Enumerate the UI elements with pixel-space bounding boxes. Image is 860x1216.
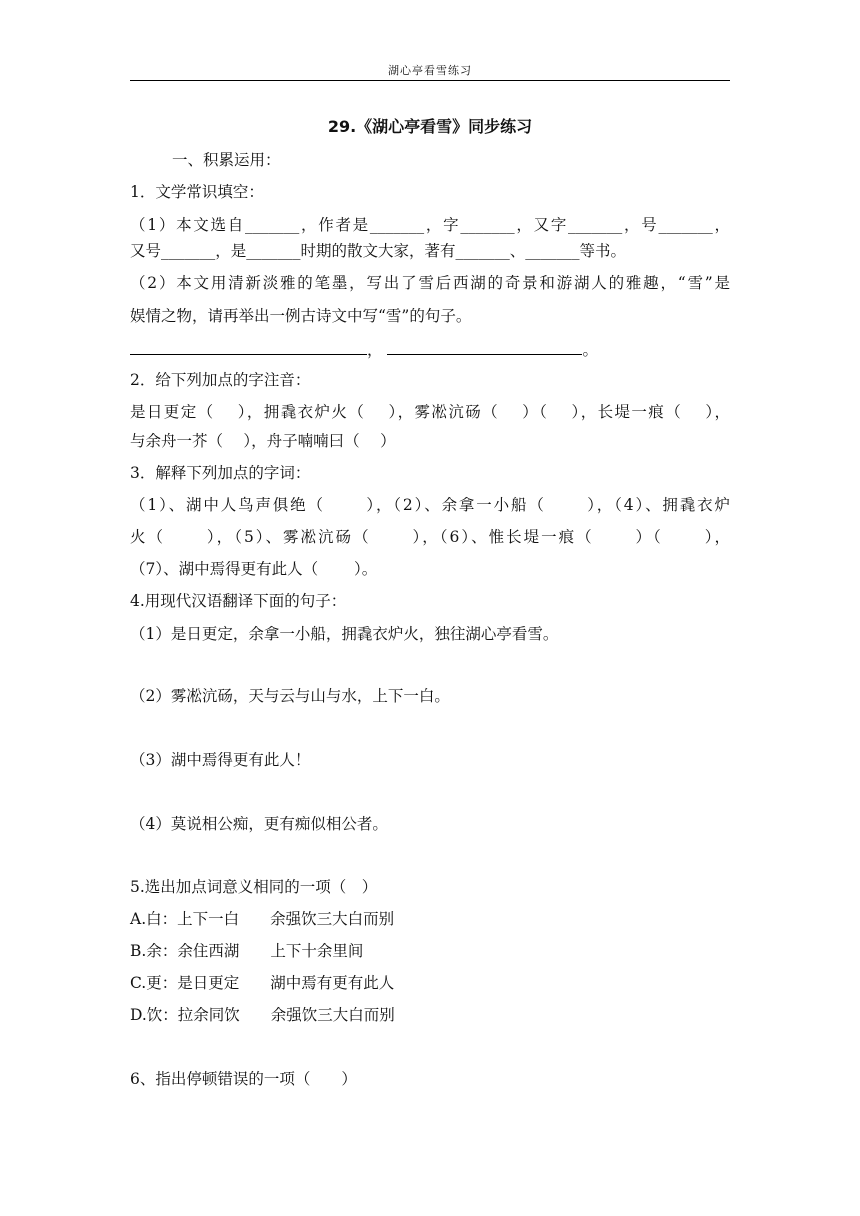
question-2-heading: 2．给下列加点的字注音： — [130, 371, 311, 389]
question-6-heading: 6、指出停顿错误的一项（ ） — [130, 1070, 357, 1088]
question-4-heading: 4.用现代汉语翻译下面的句子： — [130, 592, 347, 610]
question-4-sentence-4: （4）莫说相公痴，更有痴似相公者。 — [130, 815, 388, 833]
answer-comma: ， — [367, 341, 383, 359]
answer-blank-2[interactable] — [387, 338, 582, 355]
question-1-heading: 1．文学常识填空： — [130, 183, 264, 201]
question-1-part-1-cont: 又号_______，是_______时期的散文大家，著有_______、_______等书。 — [130, 242, 627, 260]
question-2-line-2: 与余舟一芥（ ），舟子喃喃曰（ ） — [130, 432, 396, 450]
question-5-heading: 5.选出加点词意义相同的一项（ ） — [130, 878, 378, 896]
answer-lines — [130, 338, 598, 360]
question-1-part-2: （2）本文用清新淡雅的笔墨，写出了雪后西湖的奇景和游湖人的雅趣，“雪”是 — [130, 274, 730, 292]
question-3-heading: 3．解释下列加点的字词： — [130, 464, 311, 482]
header-rule — [130, 80, 730, 81]
question-5-option-b: B.余：余住西湖 上下十余里间 — [130, 942, 364, 960]
running-header: 湖心亭看雪练习 — [388, 64, 472, 77]
question-2-line-1: 是日更定（ ），拥毳衣炉火（ ），雾凇沆砀（ ）（ ），长堤一痕（ ）， — [130, 403, 730, 421]
question-3-line-1: （1）、湖中人鸟声俱绝（ ），（2）、余拿一小船（ ），（4）、拥毳衣炉 — [130, 496, 730, 514]
question-3-line-2: 火（ ），（5）、雾凇沆砀（ ），（6）、惟长堤一痕（ ）（ ）， — [130, 528, 730, 546]
answer-period: 。 — [582, 341, 598, 359]
question-4-sentence-1: （1）是日更定，余拿一小船，拥毳衣炉火，独往湖心亭看雪。 — [130, 625, 559, 643]
question-5-option-c: C.更：是日更定 湖中焉有更有此人 — [130, 974, 395, 992]
question-5-option-a: A.白：上下一白 余强饮三大白而别 — [130, 910, 395, 928]
question-3-line-3: （7）、湖中焉得更有此人（ ）。 — [130, 560, 378, 578]
question-4-sentence-3: （3）湖中焉得更有此人！ — [130, 751, 311, 769]
question-5-option-d: D.饮：拉余同饮 余强饮三大白而别 — [130, 1006, 395, 1024]
page-title: 29.《湖心亭看雪》同步练习 — [327, 117, 533, 136]
question-1-part-2-cont: 娱情之物，请再举出一例古诗文中写“雪”的句子。 — [130, 307, 472, 325]
question-4-sentence-2: （2）雾凇沆砀，天与云与山与水，上下一白。 — [130, 687, 450, 705]
section-heading: 一、积累运用： — [172, 151, 281, 169]
question-1-part-1: （1）本文选自_______，作者是_______，字_______，又字_______，号_______， — [130, 216, 730, 234]
answer-blank-1[interactable] — [130, 338, 367, 355]
